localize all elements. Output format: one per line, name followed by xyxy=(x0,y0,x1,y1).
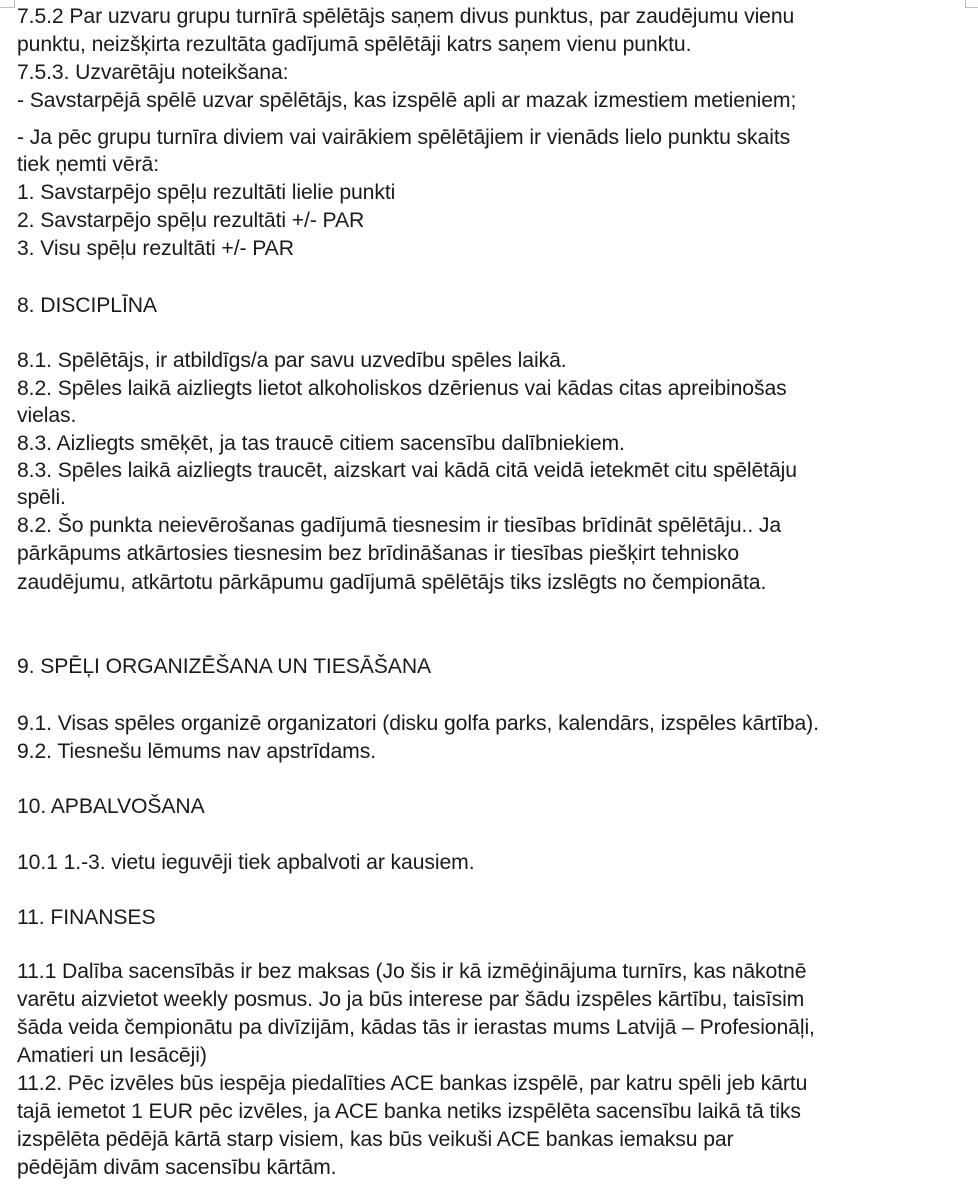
paragraph-line: 10.1 1.-3. vietu ieguvēji tiek apbalvoti ar kausiem. xyxy=(17,850,475,874)
list-item: 2. Savstarpējo spēļu rezultāti +/- PAR xyxy=(17,208,365,232)
paragraph-line: 8.3. Aizliegts smēķēt, ja tas traucē citiem sacensību dalībniekiem. xyxy=(17,431,625,455)
paragraph-line: 8.2. Šo punkta neievērošanas gadījumā tiesnesim ir tiesības brīdināt spēlētāju.. Ja xyxy=(17,513,782,537)
section-heading-finances: 11. FINANSES xyxy=(17,905,156,929)
paragraph-line: zaudējumu, atkārtotu pārkāpumu gadījumā spēlētājs tiks izslēgts no čempionāta. xyxy=(17,570,767,594)
section-heading-discipline: 8. DISCIPLĪNA xyxy=(17,293,157,317)
paragraph-line: - Ja pēc grupu turnīra diviem vai vairākiem spēlētājiem ir vienāds lielo punktu skaits xyxy=(17,125,791,149)
paragraph-line: 9.1. Visas spēles organizē organizatori (disku golfa parks, kalendārs, izspēles kārtība). xyxy=(17,711,819,735)
paragraph-line: punktu, neizšķirta rezultāta gadījumā spēlētāji katrs saņem vienu punktu. xyxy=(17,32,692,56)
page-corner-mark-left xyxy=(0,0,15,8)
paragraph-line: 8.2. Spēles laikā aizliegts lietot alkoholiskos dzērienus vai kādas citas apreibinošas xyxy=(17,376,787,400)
paragraph-line: 8.1. Spēlētājs, ir atbildīgs/a par savu uzvedību spēles laikā. xyxy=(17,348,567,372)
paragraph-line: 7.5.3. Uzvarētāju noteikšana: xyxy=(17,60,289,84)
paragraph-line: 9.2. Tiesnešu lēmums nav apstrīdams. xyxy=(17,739,376,763)
paragraph-line: tiek ņemti vērā: xyxy=(17,152,160,176)
paragraph-line: 8.3. Spēles laikā aizliegts traucēt, aizskart vai kādā citā veidā ietekmēt citu spēlētāju xyxy=(17,458,797,482)
paragraph-line: pēdējām divām sacensību kārtām. xyxy=(17,1155,337,1179)
paragraph-line: tajā iemetot 1 EUR pēc izvēles, ja ACE banka netiks izspēlēta sacensību laikā tā tiks xyxy=(17,1099,801,1123)
paragraph-line: vielas. xyxy=(17,403,77,427)
page-corner-mark-right xyxy=(965,0,978,8)
paragraph-line: 11.2. Pēc izvēles būs iespēja piedalīties ACE bankas izspēlē, par katru spēli jeb kārtu xyxy=(17,1071,808,1095)
paragraph-line: spēli. xyxy=(17,485,66,509)
paragraph-line: šāda veida čempionātu pa divīzijām, kādas tās ir ierastas mums Latvijā – Profesionāļi, xyxy=(17,1015,815,1039)
paragraph-line: Amatieri un Iesācēji) xyxy=(17,1043,207,1067)
list-item: 1. Savstarpējo spēļu rezultāti lielie punkti xyxy=(17,180,396,204)
paragraph-line: 7.5.2 Par uzvaru grupu turnīrā spēlētājs saņem divus punktus, par zaudējumu vienu xyxy=(17,4,795,28)
paragraph-line: - Savstarpējā spēlē uzvar spēlētājs, kas izspēlē apli ar mazak izmestiem metieniem; xyxy=(17,88,797,112)
section-heading-organization: 9. SPĒĻI ORGANIZĒŠANA UN TIESĀŠANA xyxy=(17,654,432,678)
section-heading-awards: 10. APBALVOŠANA xyxy=(17,794,205,818)
list-item: 3. Visu spēļu rezultāti +/- PAR xyxy=(17,236,294,260)
paragraph-line: varētu aizvietot weekly posmus. Jo ja būs interese par šādu izspēles kārtību, taisīsim xyxy=(17,987,805,1011)
paragraph-line: pārkāpums atkārtosies tiesnesim bez brīdināšanas ir tiesības piešķirt tehnisko xyxy=(17,541,740,565)
paragraph-line: 11.1 Dalība sacensībās ir bez maksas (Jo šis ir kā izmēģinājuma turnīrs, kas nākotnē xyxy=(17,959,807,983)
paragraph-line: izspēlēta pēdējā kārtā starp visiem, kas būs veikuši ACE bankas iemaksu par xyxy=(17,1127,734,1151)
